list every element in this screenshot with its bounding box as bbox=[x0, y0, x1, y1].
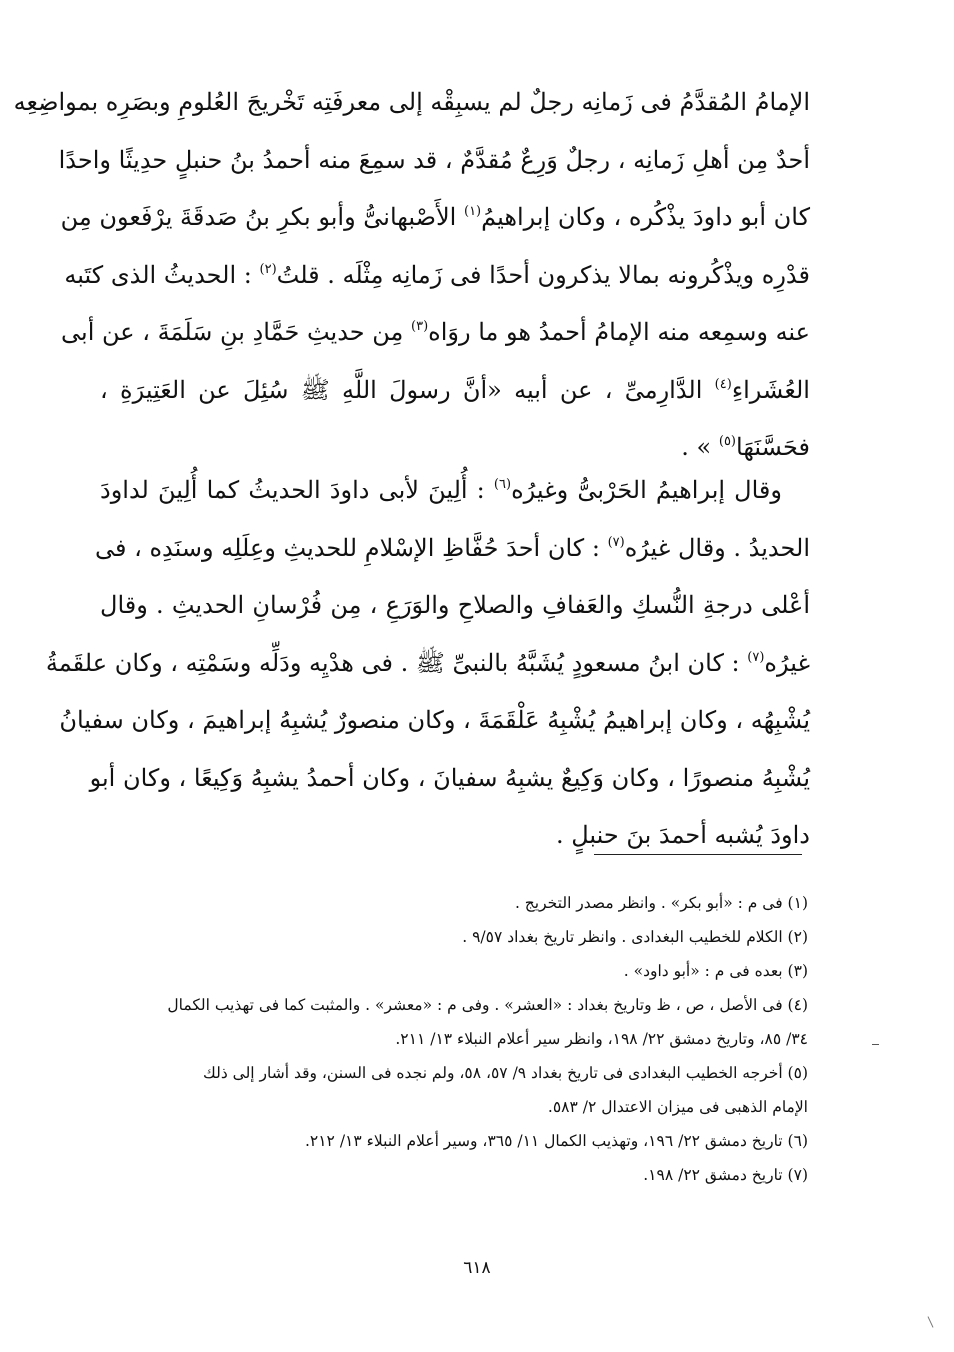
footnote-item: (٤) فى الأصل ، ص ، ظ وتاريخ بغداد : «العشر» . وفى م : «معشر» . والمثبت كما فى تهذيب الكمال bbox=[167, 996, 808, 1014]
footnote-mark: (٥) bbox=[718, 434, 736, 449]
paragraph-2 bbox=[45, 462, 810, 865]
text-line: الإمامُ المُقدَّمُ فى زَمانِه رجلٌ لم يسبِقْه إلى معرفَتِه تَخْريجَ العُلومِ وبصَرِه بمواضِعِه bbox=[13, 88, 810, 116]
text-line: يُشْبِهُه ، وكان إبراهيمُ يُشْبِهُ عَلْقَمَةَ ، وكان منصورٌ يُشبِهُ إبراهيمَ ، وكان سفيانُ bbox=[59, 706, 810, 734]
text-line: أعْلى درجةِ النُّسكِ والعَفافِ والصلاحِ والوَرَعِ ، مِن فُرْسانِ الحديثِ . وقال bbox=[100, 591, 810, 619]
footnotes bbox=[96, 886, 808, 1192]
text-line: وقال إبراهيمُ الحَرْبىُّ وغيرُه$^{(٦)}$ : أُلِينَ لأبى داودَ الحديثُ كما أُلِينَ لداودَ bbox=[100, 476, 782, 504]
footnote-item-continued: الإمام الذهبى فى ميزان الاعتدال ٢/ ٥٨٣. bbox=[547, 1098, 808, 1116]
text-line: الحديدُ . وقال غيرُه$^{(٧)}$ : كان أحدَ حُفَّاظِ الإسْلامِ للحديثِ وعِلَلِه وسنَدِه ، فى bbox=[94, 533, 810, 562]
text-line: أحدٌ مِن أهلِ زَمانِه ، رجلٌ وَرِعٌ مُقدَّمٌ ، قد سمِعَ منه أحمدُ بنُ حنبلٍ حدِيثًا واحدًا bbox=[58, 145, 810, 174]
footnote-mark: (١) bbox=[463, 204, 482, 219]
text-line: فحَسَّنَهَا$^{(٥)}$ » . bbox=[681, 433, 810, 461]
scan-edge-mark bbox=[872, 1044, 879, 1045]
footnote-mark: (٢) bbox=[259, 261, 277, 277]
text-line: عنه وسمِعه منه الإمامُ أحمدُ هو ما روَاه$^{(٣)}$ مِن حديثِ حَمَّادِ بنِ سَلَمَةَ ، عن أبى bbox=[61, 318, 810, 346]
paragraph-1 bbox=[13, 74, 810, 477]
footnote-separator bbox=[594, 854, 802, 855]
text-line: غيرُه$^{(٧)}$ : كان ابنُ مسعودٍ يُشَبَّهُ بالنبىِّ ﷺ . فى هدْيِه ودَلِّه وسَمْتِه ، وكان علقَمةُ bbox=[45, 648, 810, 677]
footnote-mark: (٧) bbox=[607, 534, 625, 550]
footnote-mark: (٦) bbox=[493, 477, 512, 492]
footnote-item: (٧) تاريخ دمشق ٢٢/ ١٩٨. bbox=[643, 1166, 808, 1184]
footnote-item: (١) فى م : «أبو بكر» . وانظر مصدر التخريج . bbox=[514, 894, 808, 912]
text-line: يُشْبِهُ منصورًا ، وكان وَكِيعٌ يشبِهُ سفيانَ ، وكان أحمدُ يشبِهُ وَكِيعًا ، وكان أبو bbox=[89, 763, 810, 792]
text-line: داودَ يُشبه أحمدَ بنَ حنبلٍ . bbox=[555, 821, 810, 849]
footnote-item: (٥) أخرجه الخطيب البغدادى فى تاريخ بغداد ٩/ ٥٧، ٥٨، ولم نجده فى السنن، وقد أشار إلى ذلك bbox=[203, 1064, 808, 1082]
footnote-mark: (٣) bbox=[411, 319, 429, 334]
text-line: العُشَراءِ$^{(٤)}$ الدَّارِمىِّ ، عن أبيه «أنَّ رسولَ اللَّهِ ﷺ سُئِلَ عن العَتِيرَةِ ، bbox=[100, 375, 810, 404]
footnote-item: (٢) الكلام للخطيب البغدادى . وانظر تاريخ بغداد ٩/٥٧ . bbox=[462, 928, 808, 946]
footnote-mark: (٤) bbox=[714, 376, 732, 392]
text-line: قدْرِه ويذْكُرونه بمالا يذكرون أحدًا فى زَمانِه مِثْلَه . قلتُ$^{(٢)}$ : الحديثُ الذى كتَبه bbox=[64, 260, 810, 289]
text-line: كان أبو داودَ يذْكُره ، وكان إبراهيمُ$^{(١)}$ الأَصْبهانىُّ وأبو بكرِ بنُ صَدقَةَ يرْفَعون مِن bbox=[60, 203, 810, 231]
footnote-mark: (٧) bbox=[747, 649, 765, 665]
footnote-item: (٣) بعده فى م : «أبو داود» . bbox=[623, 962, 808, 980]
scan-corner-mark bbox=[928, 1316, 934, 1327]
footnote-item-continued: ٣٤/ ٨٥، وتاريخ دمشق ٢٢/ ١٩٨، وانظر سير أعلام النبلاء ١٣/ ٢١١. bbox=[395, 1030, 808, 1048]
footnote-item: (٦) تاريخ دمشق ٢٢/ ١٩٦، وتهذيب الكمال ١١/ ٣٦٥، وسير أعلام النبلاء ١٣/ ٢١٢. bbox=[304, 1132, 808, 1150]
page-number: ٦١٨ bbox=[463, 1258, 491, 1278]
